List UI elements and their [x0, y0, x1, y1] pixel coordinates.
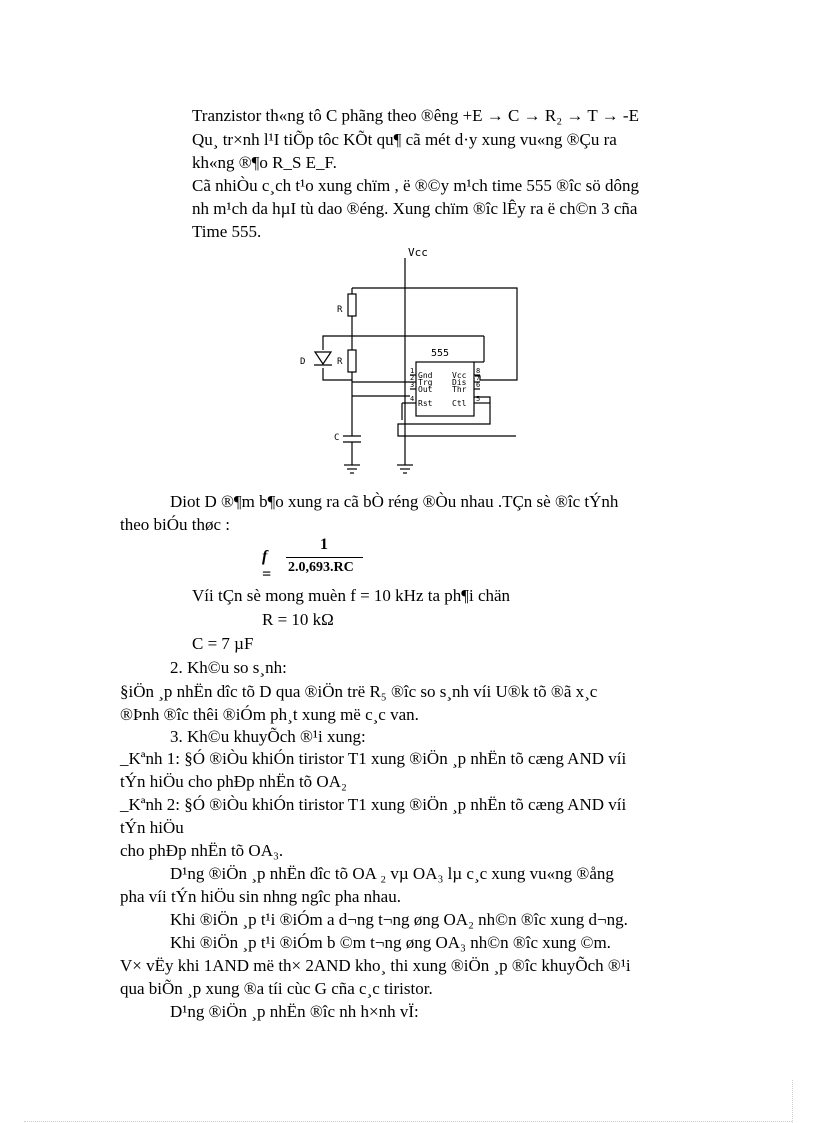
diode-symbol	[315, 352, 331, 364]
page-bottom-border	[24, 1121, 792, 1122]
p1-line3: kh«ng ®¶o R_S E_F.	[192, 153, 337, 172]
resistor-mid-label: R	[337, 357, 343, 367]
diode-label: D	[300, 357, 306, 367]
section3-line2: tÝn hiÖu cho phÐp nhËn tõ OA₂	[120, 772, 347, 791]
pin-num-6: 6	[476, 381, 481, 389]
pin-num-4: 4	[410, 395, 415, 403]
section3-line4: tÝn hiÖu	[120, 818, 184, 837]
section3-line10: V× vËy khi 1AND më th× 2AND kho¸ thi xung ®iÖn ¸p ®îc khuyÕch ®¹i	[120, 956, 631, 975]
section3-line8: Khi ®iÖn ¸p t¹i ®iÓm a d¬ng t¬ng øng OA₂ nh©n ®îc xung d¬ng.	[170, 910, 628, 929]
section2-heading: 2. Kh©u so s¸nh:	[170, 658, 287, 677]
pin-num-7: 7	[476, 374, 481, 382]
section3-line3: _Kªnh 2: §Ó ®iÒu khiÓn tiristor T1 xung ®iÖn ¸p nhËn tõ cæng AND víi	[120, 795, 627, 814]
section3-line5: cho phÐp nhËn tõ OA₃.	[120, 841, 284, 860]
pin-name-vcc: Vcc	[452, 371, 467, 380]
pin-name-rst: Rst	[418, 399, 433, 408]
pin-name-gnd: Gnd	[418, 371, 433, 380]
section3-line11: qua biÕn ¸p xung ®a tíi cùc G cña c¸c tiristor.	[120, 979, 433, 998]
pin-num-5: 5	[476, 395, 481, 403]
vcc-label: Vcc	[408, 246, 428, 259]
p1-line1: Tranzistor th«ng tô C phãng theo ®êng +E → C → R₂ → T → -E	[192, 106, 639, 125]
section3-line1: _Kªnh 1: §Ó ®iÒu khiÓn tiristor T1 xung ®iÖn ¸p nhËn tõ cæng AND víi	[120, 749, 627, 768]
formula-numerator: 1	[320, 536, 328, 553]
p2-line2: theo biÓu thøc :	[120, 515, 231, 534]
chip-label: 555	[431, 348, 450, 359]
section3-line7: pha víi tÝn hiÖu sin nhng ngîc pha nhau.	[120, 887, 401, 906]
p3-line3: C = 7 µF	[192, 634, 254, 653]
resistor-top-label: R	[337, 305, 343, 315]
pin-num-2: 2	[410, 374, 415, 382]
pin-name-dis: Dis	[452, 378, 467, 387]
section3-line12: D¹ng ®iÖn ¸p nhËn ®îc nh h×nh vÏ:	[170, 1002, 419, 1021]
p1-line4: Cã nhiÒu c¸ch t¹o xung chïm , ë ®©y m¹ch time 555 ®îc sö dông	[192, 176, 639, 195]
pin-name-ctl: Ctl	[452, 399, 467, 408]
timer-555-schematic	[290, 240, 530, 490]
p2-line1: Diot D ®¶m b¶o xung ra cã bÒ réng ®Òu nhau .TÇn sè ®îc tÝnh	[170, 492, 619, 511]
section3-line9: Khi ®iÖn ¸p t¹i ®iÓm b ©m t¬ng øng OA₃ nh©n ®îc xung ©m.	[170, 933, 611, 952]
p1-line6: Time 555.	[192, 222, 262, 241]
section2-line1: §iÖn ¸p nhËn dîc tõ D qua ®iÖn trë R₅ ®îc so s¸nh víi U®k tõ ®ã x¸c	[120, 682, 598, 701]
pin-name-thr: Thr	[452, 385, 467, 394]
page-corner-border	[792, 1080, 793, 1123]
formula-fraction-bar	[286, 557, 363, 558]
p3-line1: Víi tÇn sè mong muèn f = 10 kHz ta ph¶i chän	[192, 586, 511, 605]
resistor-top	[348, 294, 356, 316]
pin-num-3: 3	[410, 381, 415, 389]
resistor-mid	[348, 350, 356, 372]
section3-line6: D¹ng ®iÖn ¸p nhËn dîc tõ OA ₂ vµ OA₃ lµ c¸c xung vu«ng ®ång	[170, 864, 614, 883]
section2-line2: ®Þnh ®îc thêi ®iÓm ph¸t xung më c¸c van.	[120, 705, 419, 724]
p1-line5: nh m¹ch da hµI tù dao ®éng. Xung chïm ®îc lÊy ra ë ch©n 3 cña	[192, 199, 638, 218]
capacitor-label: C	[334, 433, 340, 443]
section3-heading: 3. Kh©u khuyÕch ®¹i xung:	[170, 727, 366, 746]
formula-denominator: 2.0,693.RC	[288, 560, 354, 575]
pin-name-trg: Trg	[418, 378, 433, 387]
pin-num-8: 8	[476, 367, 481, 375]
pin-name-out: Out	[418, 385, 433, 394]
pin-num-1: 1	[410, 367, 415, 375]
formula-lhs: f =	[262, 548, 272, 583]
p1-line2: Qu¸ tr×nh l¹I tiÕp tôc KÕt qu¶ cã mét d·y xung vu«ng ®Çu ra	[192, 130, 617, 149]
p3-line2: R = 10 kΩ	[262, 610, 334, 629]
